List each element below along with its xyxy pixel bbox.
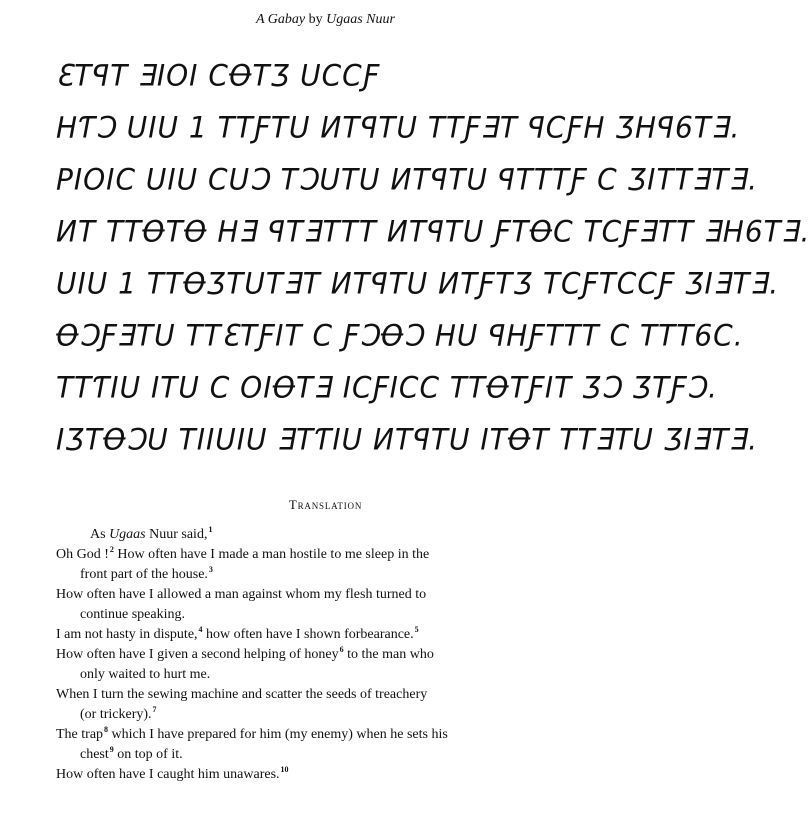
translation-verse <box>56 645 556 685</box>
footnote-marker: 10 <box>280 765 289 775</box>
script-line: ꝊƆƑƎTU TTƐTƑIT C ƑƆꝊƆ HU ꟼHƑTTT C TTT6C. <box>56 318 744 353</box>
verse-line <box>56 665 556 685</box>
script-line: ИT TTꝊTꝊ HƎ ꟼTƎTTT ИTꟼTU ƑTꝊC TCƑƎTT ƎH6TƎ. <box>56 214 810 249</box>
footnote-marker: 3 <box>208 565 213 575</box>
page-title: A Gabay by Ugaas Nuur <box>256 12 395 27</box>
script-line: TTƬIU ITU C OIꝊTƎ ICƑICC TTꝊTƑIT ƷƆ ƷTƑƆ. <box>56 370 718 405</box>
intro-suffix: Nuur said, <box>145 527 208 542</box>
somali-script-verse <box>56 50 810 466</box>
translation-verse <box>56 545 556 585</box>
verse-line <box>56 605 556 625</box>
verse-text: Oh God ! <box>56 547 109 562</box>
verse-text: How often have I caught him unawares. <box>56 767 280 782</box>
verse-line <box>56 645 556 665</box>
footnote-marker: 8 <box>104 725 109 735</box>
translation-verse <box>56 725 556 765</box>
translation-verse <box>56 585 556 625</box>
verse-text: continue speaking. <box>80 607 185 622</box>
verse-text: How often have I given a second helping of honey <box>56 647 339 662</box>
verse-text: The trap <box>56 727 104 742</box>
verse-text: only waited to hurt me. <box>80 667 211 682</box>
footnote-marker: 6 <box>339 645 344 655</box>
verse-line <box>56 725 556 745</box>
footnote-marker: 5 <box>414 625 419 635</box>
script-line: HƬƆ UIU 1 TTƑTU ИTꟼTU TTƑƎT ꟼCƑH ƷHꟼ6TƎ. <box>56 110 741 145</box>
verse-line <box>56 585 556 605</box>
verse-line <box>56 685 556 705</box>
translation-verse <box>56 765 556 785</box>
verse-text: front part of the house. <box>80 567 208 582</box>
verse-text: (or trickery). <box>80 707 152 722</box>
script-line: UIU 1 TTꝊƷTUTƎT ИTꟼTU ИTƑTƷ TCƑTCCƑ ƷIƎTƎ. <box>56 266 780 301</box>
script-line: PIOIC UIU CUƆ TƆUTU ИTꟼTU ꟼTTTƑ C ƷITTƎTƎ. <box>56 162 759 197</box>
verse-text-after: which I have prepared for him (my enemy) when he sets his <box>108 727 448 742</box>
verse-line <box>56 625 556 645</box>
script-line: IƷTꝊƆU TIIUIU ƎTƬIU ИTꟼTU ITꝊT TTƎTU ƷIƎTƎ. <box>56 422 759 457</box>
translation-verse <box>56 625 556 645</box>
verse-text-after: to the man who <box>343 647 434 662</box>
verse-line <box>56 565 556 585</box>
intro-italic-name: Ugaas <box>109 527 146 542</box>
verse-text: How often have I allowed a man against whom my flesh turned to <box>56 587 427 602</box>
translation-verse <box>56 685 556 725</box>
footnote-marker: 1 <box>208 525 213 535</box>
script-line: ƐTꟼT ƎIOI CꝊTƷ UCCƑ <box>56 58 380 93</box>
verse-text-after: How often have I made a man hostile to me sleep in the <box>113 547 430 562</box>
footnote-marker: 9 <box>109 745 114 755</box>
footnote-marker: 7 <box>152 705 157 715</box>
translation-intro <box>56 525 556 545</box>
footnote-marker: 4 <box>198 625 203 635</box>
verse-line <box>56 545 556 565</box>
translation-heading: Translation <box>288 497 363 512</box>
intro-prefix: As <box>90 527 110 542</box>
verse-line <box>56 765 556 785</box>
footnote-marker: 2 <box>109 545 114 555</box>
verse-text: I am not hasty in dispute, <box>56 627 198 642</box>
verse-line <box>56 705 556 725</box>
verse-text: chest <box>80 747 109 762</box>
translation-text <box>56 525 556 785</box>
verse-line <box>56 745 556 765</box>
verse-text-after: on top of it. <box>113 747 183 762</box>
verse-text-after: how often have I shown forbearance. <box>202 627 414 642</box>
verse-text: When I turn the sewing machine and scatter the seeds of treachery <box>56 687 428 702</box>
